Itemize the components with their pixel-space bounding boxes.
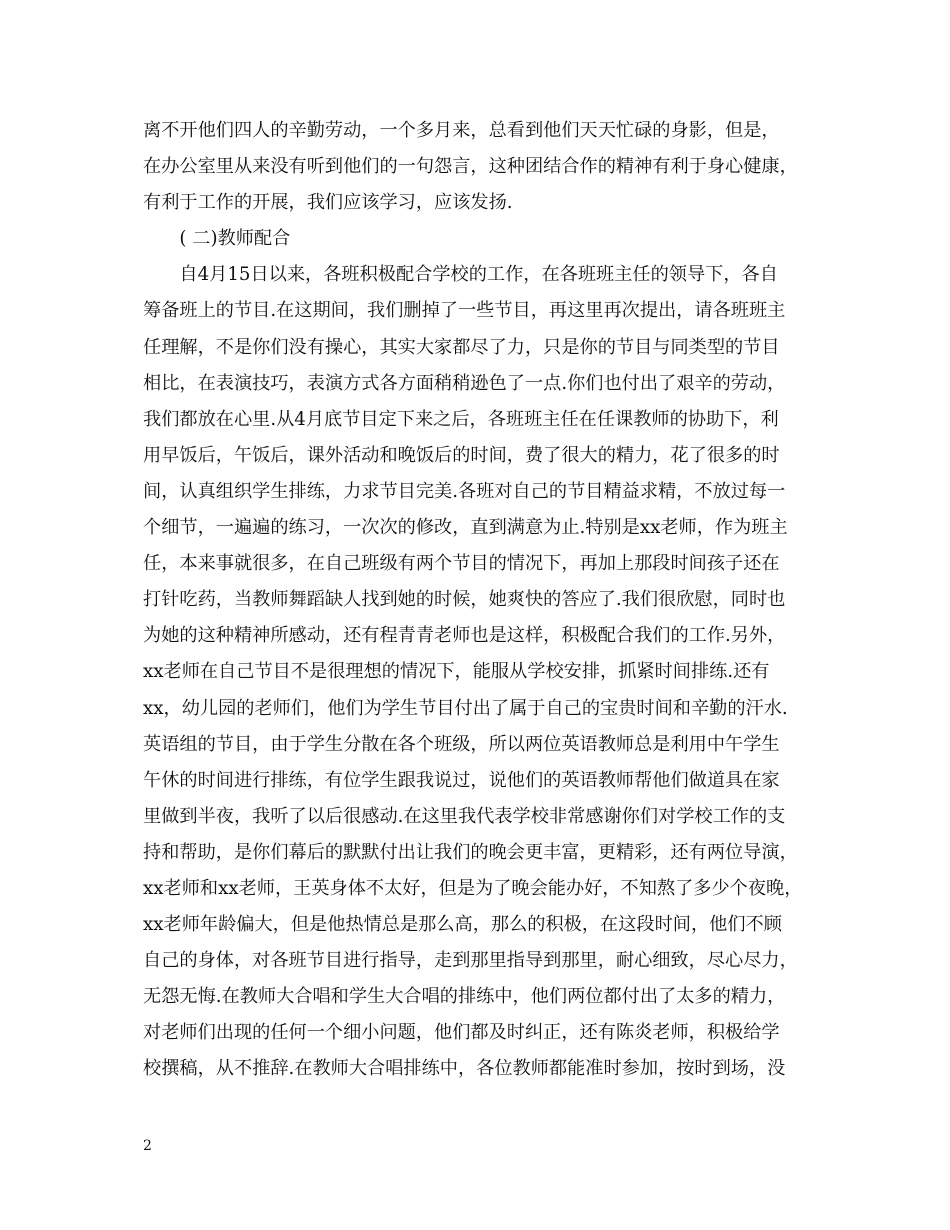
section-heading: ( 二)教师配合 [143,228,291,250]
text-line: 里做到半夜，我听了以后很感动.在这里我代表学校非常感谢你们对学校工作的支 [143,805,786,827]
text-line: 自4月15日以来，各班积极配合学校的工作，在各班班主任的领导下，各自 [143,264,778,286]
text-line: 无怨无悔.在教师大合唱和学生大合唱的排练中，他们两位都付出了太多的精力， [143,986,786,1008]
text-line: 校撰稿，从不推辞.在教师大合唱排练中，各位教师都能准时参加，按时到场，没 [143,1058,786,1080]
text-line: xx老师和xx老师，王英身体不太好，但是为了晚会能办好，不知熬了多少个夜晚， [143,877,803,899]
text-line: xx，幼儿园的老师们，他们为学生节目付出了属于自己的宝贵时间和辛勤的汗水. [143,697,788,719]
text-line: 对老师们出现的任何一个细小问题，他们都及时纠正，还有陈炎老师，积极给学 [143,1022,780,1044]
text-line: 筹备班上的节目.在这期间，我们删掉了一些节目，再这里再次提出，请各班班主 [143,300,786,322]
text-line: 为她的这种精神所感动，还有程青青老师也是这样，积极配合我们的工作.另外， [143,625,786,647]
text-line: 我们都放在心里.从4月底节目定下来之后，各班班主任在任课教师的协助下，利 [143,408,779,430]
text-line: 有利于工作的开展，我们应该学习，应该发扬. [143,192,513,214]
text-line: 相比，在表演技巧，表演方式各方面稍稍逊色了一点.你们也付出了艰辛的劳动， [143,372,786,394]
text-line: 持和帮助，是你们幕后的默默付出让我们的晚会更丰富，更精彩，还有两位导演， [143,841,798,863]
text-line: 离不开他们四人的辛勤劳动，一个多月来，总看到他们天天忙碌的身影，但是， [143,120,780,141]
body-text [143,113,823,1088]
text-line: 任理解，不是你们没有操心，其实大家都尽了力，只是你的节目与同类型的节目 [143,336,780,358]
page-number: 2 [143,1138,152,1154]
text-line: 用早饭后，午饭后，课外活动和晚饭后的时间，费了很大的精力，花了很多的时 [143,444,780,466]
text-line: 个细节，一遍遍的练习，一次次的修改，直到满意为止.特别是xx老师，作为班主 [143,517,788,539]
text-line: 打针吃药，当教师舞蹈缺人找到她的时候，她爽快的答应了.我们很欣慰，同时也 [143,589,786,611]
text-line: 自己的身体，对各班节目进行指导，走到那里指导到那里，耐心细致，尽心尽力， [143,950,798,972]
text-line: 午休的时间进行排练，有位学生跟我说过，说他们的英语教师帮他们做道具在家 [143,769,780,791]
text-line: 英语组的节目，由于学生分散在各个班级，所以两位英语教师总是利用中午学生 [143,733,780,755]
text-line: 间，认真组织学生排练，力求节目完美.各班对自己的节目精益求精，不放过每一 [143,480,786,502]
text-line: 在办公室里从来没有听到他们的一句怨言，这种团结合作的精神有利于身心健康， [143,156,798,178]
text-line: 任，本来事就很多，在自己班级有两个节目的情况下，再加上那段时间孩子还在 [143,553,780,575]
text-line: xx老师在自己节目不是很理想的情况下，能服从学校安排，抓紧时间排练.还有 [143,661,770,683]
text-line: xx老师年龄偏大，但是他热情总是那么高，那么的积极，在这段时间，他们不顾 [143,914,782,936]
